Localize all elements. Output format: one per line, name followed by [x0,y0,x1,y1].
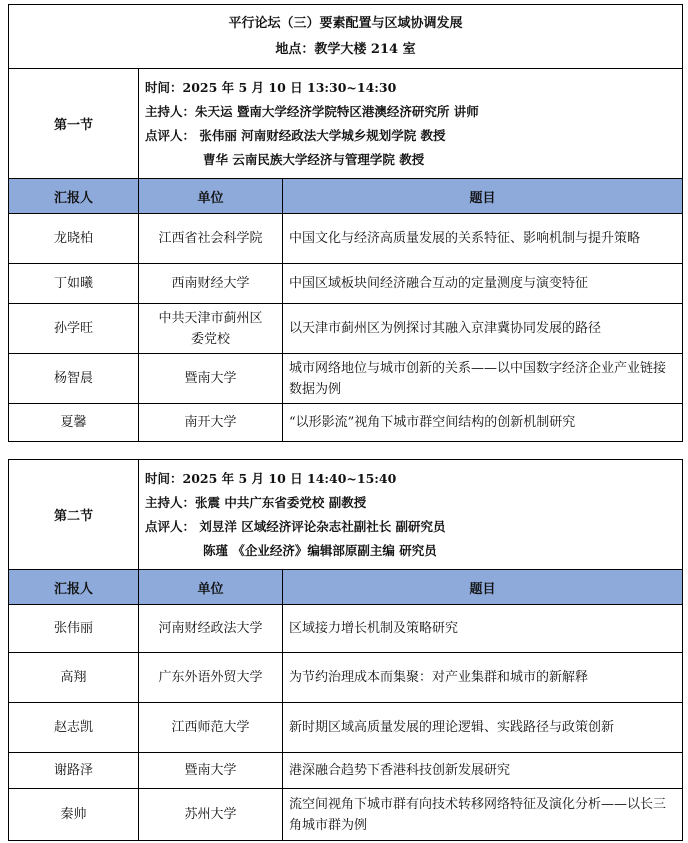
table-row [9,789,683,841]
topic-header: 题目 [283,570,683,605]
column-headers [9,570,683,605]
session-info [139,460,683,570]
reporter-unit: 暨南大学 [139,354,283,404]
reporter-unit: 南开大学 [139,404,283,442]
reporter-unit: 苏州大学 [139,789,283,841]
report-topic: 港深融合趋势下香港科技创新发展研究 [283,753,683,789]
reporter-unit: 江西省社会科学院 [139,214,283,264]
session-reviewer: 陈瑾 《企业经济》编辑部原副主编 研究员 [203,542,437,558]
session-time: 时间：2025 年 5 月 10 日 13:30~14:30 [145,79,397,95]
table-row [9,264,683,304]
reporter-header: 汇报人 [9,570,139,605]
report-topic: “以形影流”视角下城市群空间结构的创新机制研究 [283,404,683,442]
reporter-name: 龙晓柏 [9,214,139,264]
session-host: 主持人：朱天运 暨南大学经济学院特区港澳经济研究所 讲师 [145,103,479,119]
unit-header: 单位 [139,179,283,214]
session-2-table [8,459,683,841]
reporter-unit: 河南财经政法大学 [139,605,283,653]
reporter-name: 张伟丽 [9,605,139,653]
forum-location: 地点：教学大楼 214 室 [275,41,416,57]
table-row [9,653,683,703]
reporter-unit: 中共天津市蓟州区委党校 [139,304,283,354]
reporter-name: 谢路泽 [9,753,139,789]
reporter-name: 高翔 [9,653,139,703]
session-reviewer: 曹华 云南民族大学经济与管理学院 教授 [203,151,425,167]
report-topic: 新时期区域高质量发展的理论逻辑、实践路径与政策创新 [283,703,683,753]
reporter-name: 杨智晨 [9,354,139,404]
session-time: 时间：2025 年 5 月 10 日 14:40~15:40 [145,470,397,486]
report-topic: 为节约治理成本而集聚：对产业集群和城市的新解释 [283,653,683,703]
reporter-name: 丁如曦 [9,264,139,304]
reporter-unit: 西南财经大学 [139,264,283,304]
report-topic: 城市网络地位与城市创新的关系——以中国数字经济企业产业链接数据为例 [283,354,683,404]
session-host: 主持人：张震 中共广东省委党校 副教授 [145,494,367,510]
session-label: 第一节 [9,69,139,179]
report-topic: 中国区域板块间经济融合互动的定量测度与演变特征 [283,264,683,304]
session-reviewer: 点评人： 张伟丽 河南财经政法大学城乡规划学院 教授 [145,127,446,143]
forum-title: 平行论坛（三）要素配置与区域协调发展 [228,15,463,31]
reporter-name: 秦帅 [9,789,139,841]
table-row [9,703,683,753]
forum-header [9,5,683,69]
unit-header: 单位 [139,570,283,605]
column-headers [9,179,683,214]
session-label: 第二节 [9,460,139,570]
report-topic: 以天津市蓟州区为例探讨其融入京津冀协同发展的路径 [283,304,683,354]
reporter-name: 孙学旺 [9,304,139,354]
reporter-unit: 广东外语外贸大学 [139,653,283,703]
table-row [9,354,683,404]
report-topic: 中国文化与经济高质量发展的关系特征、影响机制与提升策略 [283,214,683,264]
topic-header: 题目 [283,179,683,214]
reporter-header: 汇报人 [9,179,139,214]
table-row [9,404,683,442]
report-topic: 区域接力增长机制及策略研究 [283,605,683,653]
table-row [9,214,683,264]
reporter-name: 赵志凯 [9,703,139,753]
reporter-name: 夏馨 [9,404,139,442]
session-reviewer: 点评人： 刘昱洋 区域经济评论杂志社副社长 副研究员 [145,518,446,534]
reporter-unit: 江西师范大学 [139,703,283,753]
reporter-unit: 暨南大学 [139,753,283,789]
session-1-table [8,4,683,442]
report-topic: 流空间视角下城市群有向技术转移网络特征及演化分析——以长三角城市群为例 [283,789,683,841]
table-row [9,304,683,354]
session-info [139,69,683,179]
table-row [9,753,683,789]
table-row [9,605,683,653]
